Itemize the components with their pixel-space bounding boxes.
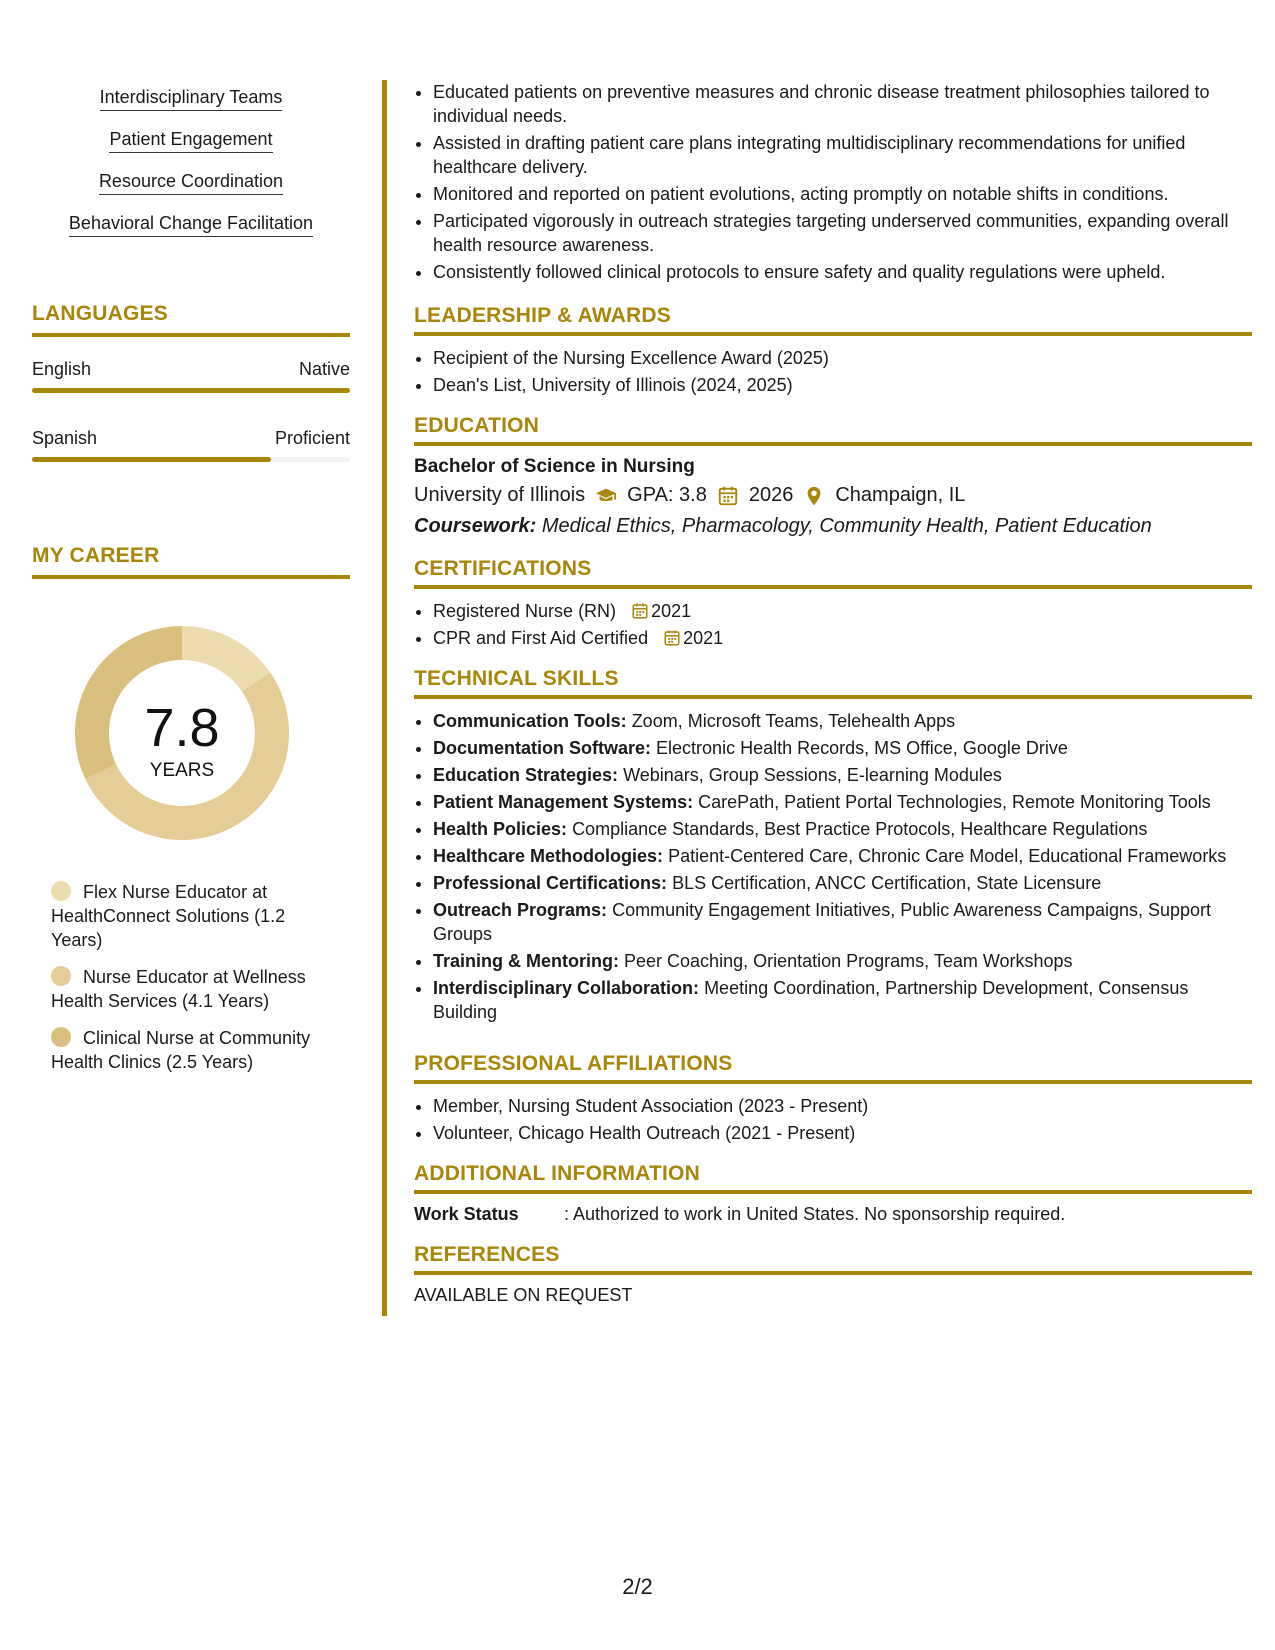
- list-item: [433, 763, 1252, 787]
- leadership-section: [414, 304, 1252, 400]
- certification-name: Registered Nurse (RN): [433, 601, 617, 621]
- language-bar: [32, 457, 350, 462]
- list-item: [433, 736, 1252, 760]
- list-item: [433, 976, 1252, 1024]
- location: Champaign, IL: [835, 484, 966, 506]
- section-rule: [414, 442, 1252, 446]
- skill-tag: Interdisciplinary Teams: [100, 86, 283, 111]
- skill-category: Patient Management Systems:: [433, 792, 694, 812]
- section-rule: [414, 1080, 1252, 1084]
- legend-item: [51, 880, 341, 952]
- degree: Bachelor of Science in Nursing: [414, 456, 695, 477]
- section-title: EDUCATION: [414, 414, 540, 437]
- additional-info-section: [414, 1162, 1252, 1225]
- list-item: • Recipient of the Nursing Excellence Award (2025): [433, 346, 1252, 370]
- certifications-section: [414, 557, 1252, 653]
- language-row: [32, 428, 350, 449]
- coursework-label: Coursework:: [414, 515, 537, 537]
- skill-values: Zoom, Microsoft Teams, Telehealth Apps: [631, 711, 956, 731]
- page-number: 2/2: [622, 1574, 653, 1599]
- school: University of Illinois: [414, 484, 586, 506]
- list-item: • Educated patients on preventive measures and chronic disease treatment philosophies tailored to individual needs.: [433, 80, 1252, 128]
- skill-category: Healthcare Methodologies:: [433, 846, 664, 866]
- section-title: PROFESSIONAL AFFILIATIONS: [414, 1052, 733, 1075]
- career-total: 7.8: [144, 698, 220, 758]
- legend-label: Nurse Educator at Wellness Health Services (4.1 Years): [51, 967, 306, 1011]
- section-rule: [32, 333, 350, 337]
- section-rule: [414, 585, 1252, 589]
- language-level: Native: [298, 359, 350, 379]
- skill-category: Professional Certifications:: [433, 873, 668, 893]
- language-name: Spanish: [32, 428, 98, 448]
- list-item: [433, 790, 1252, 814]
- list-item: [433, 898, 1252, 946]
- career-donut-chart: [67, 618, 297, 848]
- experience-bullets: [414, 80, 1252, 287]
- language-bar: [32, 388, 350, 393]
- list-item: • Participated vigorously in outreach strategies targeting underserved communities, expanding overall health resource awareness.: [433, 209, 1252, 257]
- career-legend: [51, 880, 341, 1087]
- language-name: English: [32, 359, 92, 379]
- graduation-cap-icon: [595, 485, 617, 507]
- legend-dot-icon: [51, 966, 71, 986]
- skill-values: CarePath, Patient Portal Technologies, Remote Monitoring Tools: [698, 792, 1211, 812]
- skill-values: Community Engagement Initiatives, Public Awareness Campaigns, Support Groups: [433, 900, 1212, 944]
- section-rule: [414, 1190, 1252, 1194]
- work-status-value: : Authorized to work in United States. No sponsorship required.: [564, 1204, 1066, 1224]
- list-item: • Monitored and reported on patient evolutions, acting promptly on notable shifts in conditions.: [433, 182, 1252, 206]
- skill-values: BLS Certification, ANCC Certification, State Licensure: [672, 873, 1102, 893]
- calendar-icon: [631, 602, 649, 620]
- list-item: [433, 817, 1252, 841]
- list-item: [433, 599, 1252, 623]
- coursework: [414, 515, 1252, 538]
- list-item: [433, 709, 1252, 733]
- section-rule: [414, 332, 1252, 336]
- language-level: Proficient: [274, 428, 350, 448]
- certification-year: 2021: [683, 628, 724, 648]
- skills-list: [32, 86, 350, 254]
- skill-values: Webinars, Group Sessions, E-learning Modules: [623, 765, 1002, 785]
- gpa: GPA: 3.8: [627, 484, 707, 506]
- education-meta: [414, 484, 1252, 507]
- section-title: TECHNICAL SKILLS: [414, 667, 619, 690]
- language-row: [32, 359, 350, 380]
- legend-dot-icon: [51, 1027, 71, 1047]
- skill-category: Communication Tools:: [433, 711, 627, 731]
- education-section: [414, 414, 1252, 538]
- list-item: • Member, Nursing Student Association (2023 - Present): [433, 1094, 1252, 1118]
- calendar-icon: [663, 629, 681, 647]
- career-unit: YEARS: [149, 760, 215, 781]
- skill-category: Health Policies:: [433, 819, 568, 839]
- legend-dot-icon: [51, 881, 71, 901]
- language-bar-fill: [32, 388, 350, 393]
- skill-category: Education Strategies:: [433, 765, 619, 785]
- list-item: [433, 949, 1252, 973]
- section-title: LEADERSHIP & AWARDS: [414, 304, 671, 327]
- skill-values: Compliance Standards, Best Practice Protocols, Healthcare Regulations: [572, 819, 1148, 839]
- location-pin-icon: [803, 485, 825, 507]
- list-item: • Consistently followed clinical protocols to ensure safety and quality regulations were upheld.: [433, 260, 1252, 284]
- skill-category: Documentation Software:: [433, 738, 652, 758]
- languages-section: [32, 302, 350, 462]
- references-value: AVAILABLE ON REQUEST: [414, 1285, 633, 1305]
- list-item: [433, 871, 1252, 895]
- skill-category: Interdisciplinary Collaboration:: [433, 978, 700, 998]
- list-item: • Assisted in drafting patient care plans integrating multidisciplinary recommendations for unified healthcare delivery.: [433, 131, 1252, 179]
- section-rule: [32, 575, 350, 579]
- legend-label: Flex Nurse Educator at HealthConnect Solutions (1.2 Years): [51, 882, 286, 950]
- skill-tag: Resource Coordination: [99, 170, 283, 195]
- section-rule: [414, 1271, 1252, 1275]
- legend-label: Clinical Nurse at Community Health Clinics (2.5 Years): [51, 1028, 311, 1072]
- list-item: [433, 626, 1252, 650]
- legend-item: [51, 965, 341, 1013]
- work-status-label: Work Status: [414, 1204, 519, 1224]
- legend-item: [51, 1026, 341, 1074]
- work-status-row: [414, 1204, 1252, 1225]
- references-section: [414, 1243, 1252, 1306]
- skill-tag: Patient Engagement: [109, 128, 272, 153]
- certification-year: 2021: [651, 601, 692, 621]
- column-divider: [382, 80, 387, 1316]
- section-title: ADDITIONAL INFORMATION: [414, 1162, 700, 1185]
- graduation-year: 2026: [748, 484, 794, 506]
- technical-skills-section: [414, 667, 1252, 1027]
- certification-name: CPR and First Aid Certified: [433, 628, 649, 648]
- section-rule: [414, 695, 1252, 699]
- language-bar-fill: [32, 457, 271, 462]
- skill-values: Electronic Health Records, MS Office, Google Drive: [656, 738, 1068, 758]
- skill-category: Training & Mentoring:: [433, 951, 619, 971]
- calendar-icon: [717, 485, 739, 507]
- languages-title: LANGUAGES: [32, 302, 168, 325]
- affiliations-section: [414, 1052, 1252, 1148]
- section-title: REFERENCES: [414, 1243, 560, 1266]
- career-section: [32, 544, 350, 579]
- skill-values: Meeting Coordination, Partnership Development, Consensus Building: [433, 978, 1189, 1022]
- skill-category: Outreach Programs:: [433, 900, 608, 920]
- list-item: • Volunteer, Chicago Health Outreach (2021 - Present): [433, 1121, 1252, 1145]
- list-item: [433, 844, 1252, 868]
- career-title: MY CAREER: [32, 544, 160, 567]
- section-title: CERTIFICATIONS: [414, 557, 592, 580]
- skill-values: Patient-Centered Care, Chronic Care Model, Educational Frameworks: [668, 846, 1227, 866]
- coursework-value: Medical Ethics, Pharmacology, Community Health, Patient Education: [541, 515, 1152, 537]
- list-item: • Dean's List, University of Illinois (2024, 2025): [433, 373, 1252, 397]
- skill-values: Peer Coaching, Orientation Programs, Team Workshops: [624, 951, 1073, 971]
- skill-tag: Behavioral Change Facilitation: [69, 212, 313, 237]
